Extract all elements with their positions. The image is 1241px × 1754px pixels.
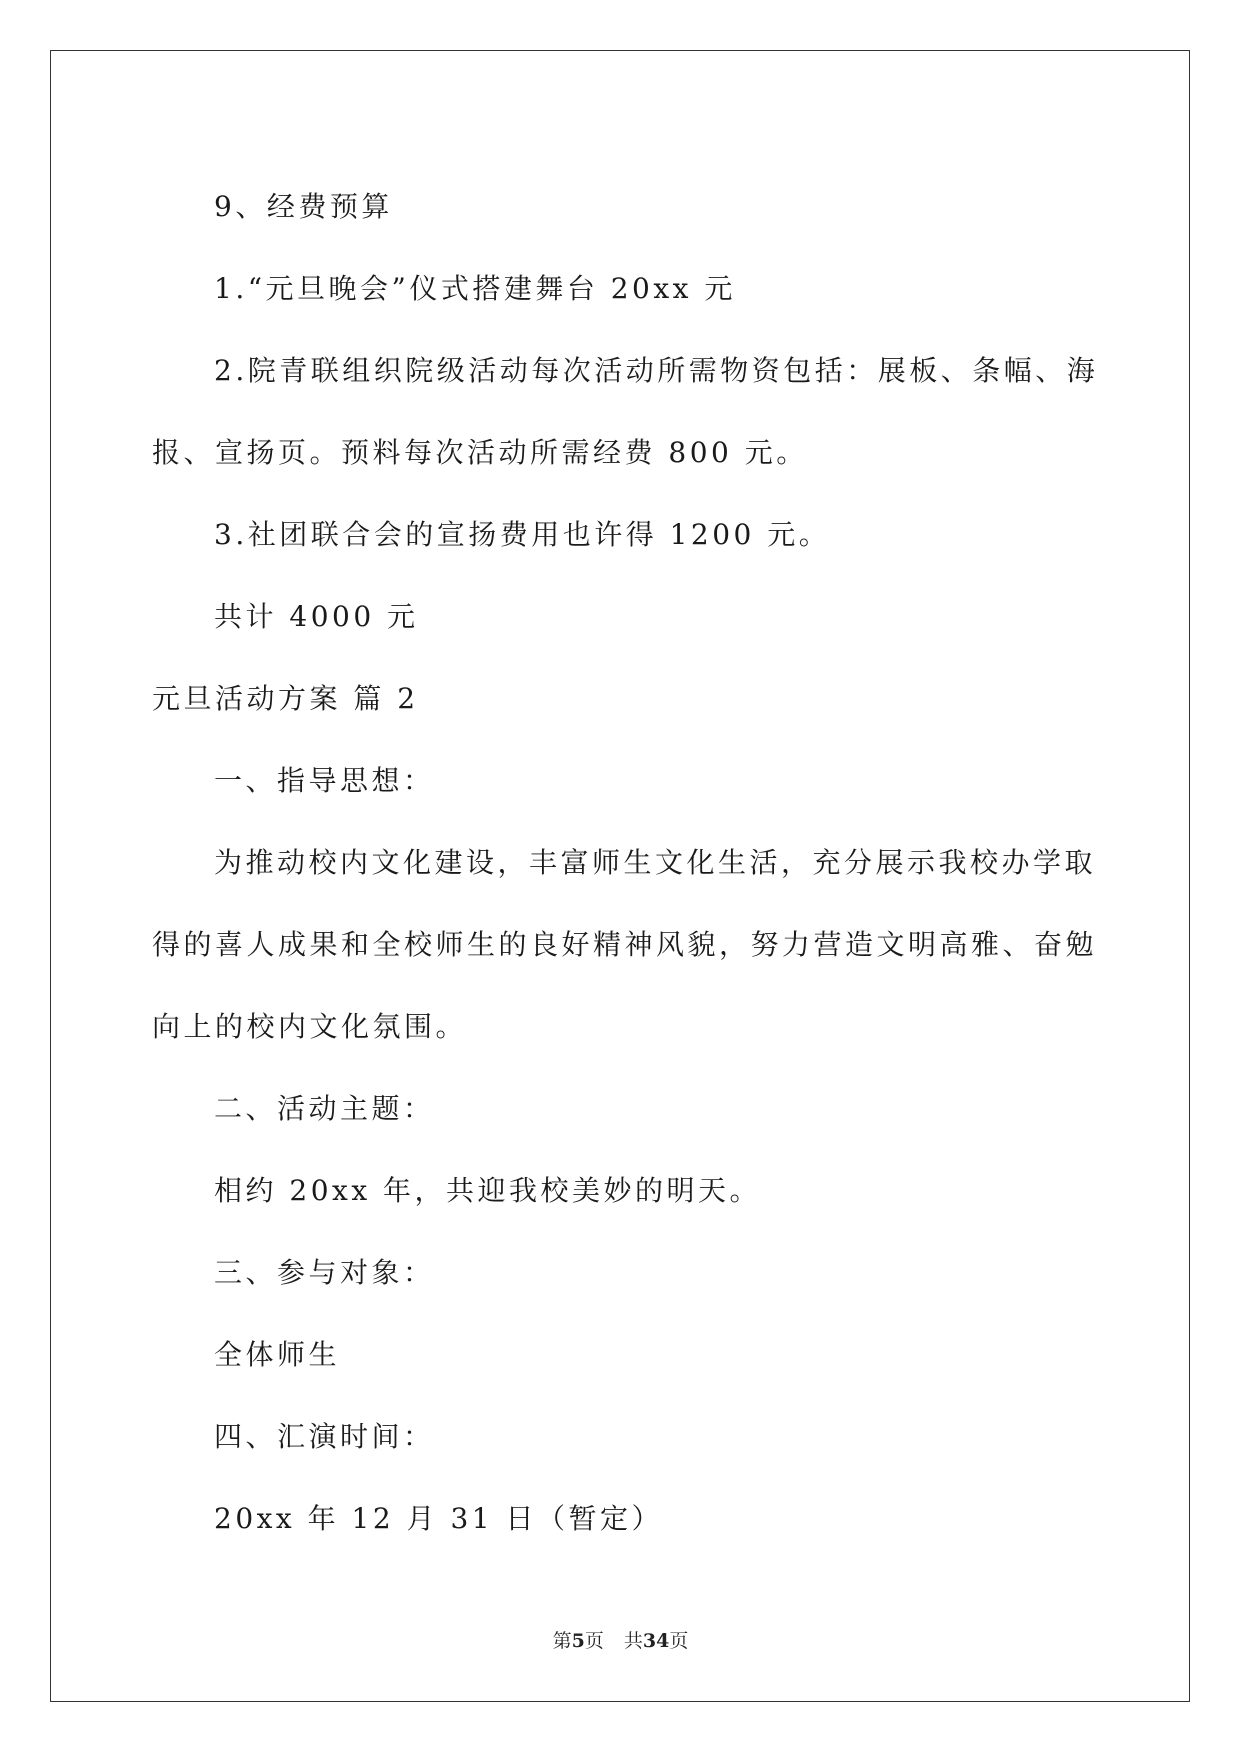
- footer-total-suffix: 页: [669, 1630, 689, 1652]
- text-line: 全体师生: [214, 1338, 341, 1371]
- section-heading: 元旦活动方案 篇 2: [152, 682, 419, 715]
- total-pages-number: 34: [642, 1630, 670, 1652]
- text-line: 三、参与对象：: [214, 1256, 435, 1289]
- text-line: 3.社团联合会的宣扬费用也许得 1200 元。: [214, 518, 831, 551]
- text-line: 9、经费预算: [214, 190, 393, 223]
- footer-page-suffix: 页: [584, 1630, 604, 1652]
- current-page-number: 5: [571, 1630, 585, 1652]
- text-line: 为推动校内文化建设，丰富师生文化生活，充分展示我校办学取: [214, 846, 1097, 879]
- text-line: 一、指导思想：: [214, 764, 435, 797]
- text-line: 相约 20xx 年，共迎我校美妙的明天。: [214, 1174, 762, 1207]
- text-line: 2.院青联组织院级活动每次活动所需物资包括：展板、条幅、海: [214, 354, 1099, 387]
- footer-prefix: 第: [552, 1630, 572, 1652]
- text-line: 向上的校内文化氛围。: [152, 1010, 468, 1043]
- text-line: 得的喜人成果和全校师生的良好精神风貌，努力营造文明高雅、奋勉: [152, 928, 1098, 961]
- text-line: 二、活动主题：: [214, 1092, 435, 1125]
- text-line: 报、宣扬页。预料每次活动所需经费 800 元。: [152, 436, 808, 469]
- text-line: 1.“元旦晚会”仪式搭建舞台 20xx 元: [214, 272, 736, 305]
- text-line: 共计 4000 元: [214, 600, 419, 633]
- text-line: 四、汇演时间：: [214, 1420, 435, 1453]
- footer-total-prefix: 共: [623, 1630, 643, 1652]
- text-line: 20xx 年 12 月 31 日（暂定）: [214, 1502, 663, 1535]
- page-footer: [0, 1626, 1241, 1653]
- document-body: [152, 166, 1099, 1560]
